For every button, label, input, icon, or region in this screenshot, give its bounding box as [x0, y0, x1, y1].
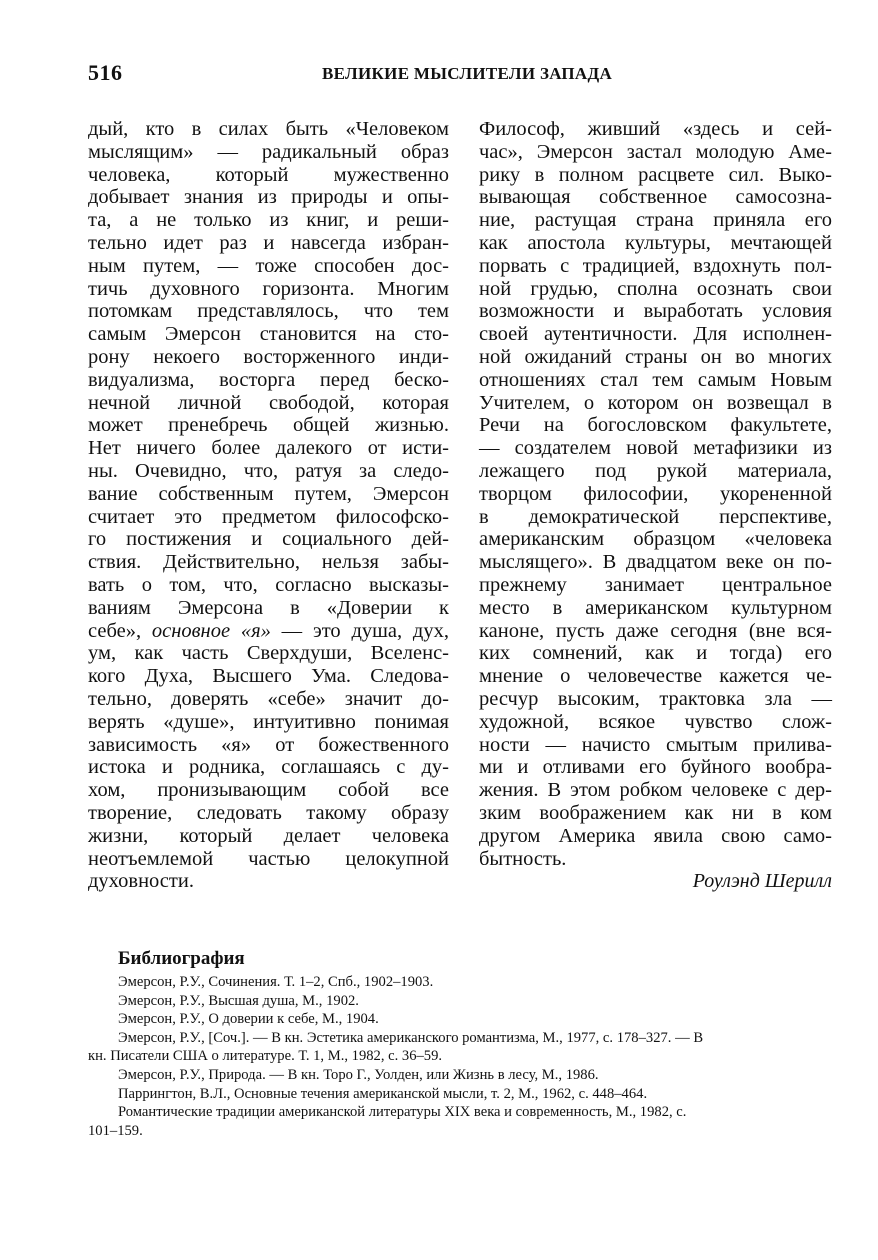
text-line: прежнему занимает центральное [479, 573, 832, 596]
text-line: хом, пронизывающим собой все [88, 779, 449, 802]
text-line: ной грудью, сполна осознать свои [479, 277, 832, 300]
text-line: ваниям Эмерсона в «Доверии к [88, 596, 449, 619]
text-line: творцом философии, укорененной [479, 482, 832, 505]
bibliography-item: Паррингтон, В.Л., Основные течения американской мысли, т. 2, М., 1962, с. 448–464. [118, 1085, 648, 1102]
text-line: Нет ничего более далекого от исти- [88, 437, 449, 460]
bibliography-item: Эмерсон, Р.У., Сочинения. Т. 1–2, Спб., 1902–1903. [118, 974, 434, 990]
text-line: ной ожиданий страны он во многих [479, 345, 832, 368]
text-line: духовности. [88, 870, 194, 893]
text-line: дый, кто в силах быть «Человеком [88, 118, 449, 140]
text-line: тельно идет раз и навсегда избран- [88, 231, 449, 254]
text-line: нечной личной свободой, которая [88, 391, 449, 414]
text-line: ум, как часть Сверхдуши, Вселенс- [88, 642, 449, 665]
text-line: го постижения и социального дей- [88, 528, 449, 551]
text-line: ких сомнений, как и тогда) его [479, 642, 832, 665]
text-line: Философ, живший «здесь и сей- [479, 118, 832, 140]
text-line: тельно, доверять «себе» значит до- [88, 687, 449, 710]
text-line: зависимость «я» от божественного [88, 733, 449, 756]
text-line: как апостола культуры, мечтающей [479, 231, 832, 254]
bibliography-item: 101–159. [88, 1122, 143, 1139]
text-line: своей аутентичности. Для исполнен- [479, 323, 832, 346]
text-line: — создателем новой метафизики из [479, 437, 832, 460]
text-line: истока и родника, соглашаясь с ду- [88, 756, 449, 779]
text-line: ности — начисто смытым прилива- [479, 733, 832, 756]
text-line: зким воображением как ни в ком [479, 801, 832, 824]
bibliography-heading: Библиография [118, 948, 245, 969]
text-line: творение, следовать такому образу [88, 801, 449, 824]
text-line: ние, растущая страна приняла его [479, 209, 832, 232]
text-line: жизни, который делает человека [88, 824, 449, 847]
text-line: рону некоего восторженного инди- [88, 345, 449, 368]
text-line: американским образцом «человека [479, 528, 832, 551]
text-line: рику в полном расцвете сил. Выко- [479, 163, 832, 186]
text-line: жения. В этом робком человеке с дер- [479, 779, 832, 802]
text-line: место в американском культурном [479, 596, 832, 619]
text-line: тичь духовного горизонта. Многим [88, 277, 449, 300]
text-line: добывает знания из природы и опы- [88, 186, 449, 209]
text-line: порвать с традицией, вздохнуть пол- [479, 254, 832, 277]
bibliography-item: Эмерсон, Р.У., Высшая душа, М., 1902. [118, 992, 359, 1009]
text-line: вание собственным путем, Эмерсон [88, 482, 449, 505]
text-line: неотъемлемой частью целокупной [88, 847, 449, 870]
bibliography-item: Эмерсон, Р.У., О доверии к себе, М., 1904. [118, 1011, 379, 1028]
text-line: другом Америка явила свою само- [479, 824, 832, 847]
left-column [88, 118, 449, 893]
text-line: мыслящим» — радикальный образ [88, 140, 449, 163]
text-line: возможности и выработать условия [479, 300, 832, 323]
text-line: художной, всякое чувство слож- [479, 710, 832, 733]
right-column [479, 118, 832, 870]
text-line: ресчур высоким, трактовка зла — [479, 687, 832, 710]
text-line: отношениях стал тем самым Новым [479, 368, 832, 391]
text-fragment: — это душа, дух, [270, 619, 449, 642]
text-line: потомкам представлялось, что тем [88, 300, 449, 323]
text-line-with-italic [88, 620, 449, 643]
bibliography-item: Романтические традиции американской литературы XIX века и современность, М., 1982, с. [118, 1104, 687, 1121]
text-line: в демократической перспективе, [479, 505, 832, 528]
text-line: час», Эмерсон застал молодую Аме- [479, 140, 832, 163]
text-line: мыслящего». В двадцатом веке он по- [479, 551, 832, 574]
text-line: кого Духа, Высшего Ума. Следова- [88, 665, 449, 688]
text-fragment: себе», [88, 619, 152, 642]
text-line: видуализма, восторга перед беско- [88, 368, 449, 391]
text-line: лежащего под рукой материала, [479, 459, 832, 482]
page-number: 516 [88, 60, 123, 85]
text-line: мнение о человечестве кажется че- [479, 665, 832, 688]
text-line: ны. Очевидно, что, ратуя за следо- [88, 459, 449, 482]
text-line: ми и отливами его буйного вообра- [479, 756, 832, 779]
text-line: вывающая собственное самосозна- [479, 186, 832, 209]
bibliography [88, 948, 833, 1140]
text-line: вать о том, что, согласно высказы- [88, 573, 449, 596]
text-line: Речи на богословском факультете, [479, 414, 832, 437]
author-signature: Роулэнд Шерилл [692, 870, 832, 892]
italic-term: основное «я» [151, 619, 271, 642]
text-line: Учителем, о котором он возвещал в [479, 391, 832, 414]
text-line: считает это предметом философско- [88, 505, 449, 528]
text-line: самым Эмерсон становится на сто- [88, 323, 449, 346]
text-line: ствия. Действительно, нельзя забы- [88, 551, 449, 574]
text-line: может пренебречь общей жизнью. [88, 414, 449, 437]
text-line: ным путем, — тоже способен дос- [88, 254, 449, 277]
running-title: ВЕЛИКИЕ МЫСЛИТЕЛИ ЗАПАДА [322, 64, 613, 83]
text-line: бытность. [479, 847, 567, 870]
bibliography-item: Эмерсон, Р.У., [Соч.]. — В кн. Эстетика американского романтизма, М., 1977, с. 178–327. — В [118, 1029, 704, 1046]
bibliography-item: кн. Писатели США о литературе. Т. 1, М., 1982, с. 36–59. [88, 1048, 443, 1065]
text-line: каноне, пусть даже сегодня (вне вся- [479, 619, 832, 642]
text-line: та, а не только из книг, и реши- [88, 209, 449, 232]
text-line: человека, который мужественно [88, 163, 449, 186]
text-line: верять «душе», интуитивно понимая [88, 710, 449, 733]
bibliography-item: Эмерсон, Р.У., Природа. — В кн. Торо Г., Уолден, или Жизнь в лесу, М., 1986. [118, 1066, 599, 1083]
